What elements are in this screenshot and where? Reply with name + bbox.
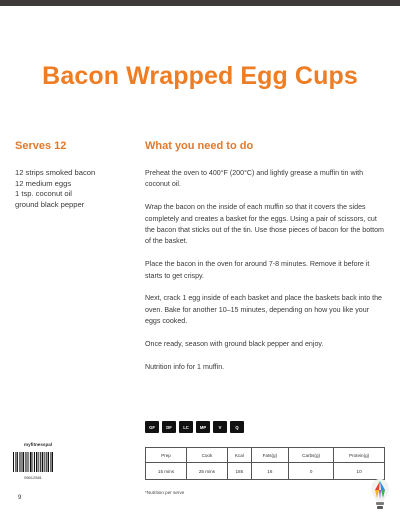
header-cell: Carbs(g): [289, 448, 334, 463]
nutrition-info-note: Nutrition info for 1 muffin.: [145, 362, 225, 371]
diet-tags: [145, 421, 244, 433]
value-cell: 0: [289, 463, 334, 480]
value-cell: 10: [334, 463, 385, 480]
nutrition-value-row: [146, 463, 385, 480]
diet-tag-mp: MP: [196, 421, 210, 433]
barcode-number: 05612581: [24, 475, 42, 480]
header-cell: Cook: [186, 448, 227, 463]
value-cell: 15 mins: [146, 463, 187, 480]
header-cell: Kcal: [227, 448, 251, 463]
instructions: [145, 168, 385, 385]
diet-tag-q: Q: [230, 421, 244, 433]
value-cell: 25 mins: [186, 463, 227, 480]
brand-name: myfitnesspal: [24, 442, 53, 447]
instruction-step: Next, crack 1 egg inside of each basket and place the baskets back into the oven. Bake for another 10–15 minutes, depending on how you like your eggs cooked.: [145, 294, 382, 326]
instruction-step: Preheat the oven to 400°F (200°C) and lightly grease a muffin tin with coconut oil.: [145, 169, 364, 189]
top-bar: [0, 0, 400, 6]
ingredient-item: 12 medium eggs: [15, 178, 72, 188]
value-cell: 185: [227, 463, 251, 480]
instruction-step: Wrap the bacon on the inside of each muffin so that it covers the sides completely and creates a basket for the eggs. Using a pair of scissors, cut the bacon that sticks out of the tin. Use those pieces of bacon for the bottom of the basket.: [145, 203, 384, 246]
ingredient-item: ground black pepper: [15, 199, 85, 209]
ingredient-item: 1 tsp. coconut oil: [15, 189, 72, 198]
instruction-step: Place the bacon in the oven for around 7-8 minutes. Remove it before it starts to get crispy.: [145, 260, 370, 280]
nutrition-table: [145, 447, 385, 480]
diet-tag-gf: GF: [145, 421, 159, 433]
diet-tag-df: DF: [162, 421, 176, 433]
page-number: 9: [18, 495, 22, 501]
header-cell: Fats(g): [251, 448, 288, 463]
nutrition-header-row: [146, 448, 385, 463]
diet-tag-v: V: [213, 421, 227, 433]
header-cell: Protein(g): [334, 448, 385, 463]
recipe-title: Bacon Wrapped Egg Cups: [42, 62, 358, 90]
instruction-step: Once ready, season with ground black pepper and enjoy.: [145, 340, 324, 349]
serves-heading: Serves 12: [15, 140, 67, 152]
lightbulb-logo-icon: [370, 478, 390, 512]
diet-tag-lc: LC: [179, 421, 193, 433]
ingredients-list: [15, 168, 135, 210]
header-cell: Prep: [146, 448, 187, 463]
instructions-heading: What you need to do: [145, 140, 254, 152]
ingredient-item: 12 strips smoked bacon: [15, 168, 96, 177]
barcode-icon: [13, 452, 53, 472]
value-cell: 16: [251, 463, 288, 480]
nutrition-footnote: *Nutrition per serve: [145, 490, 185, 495]
